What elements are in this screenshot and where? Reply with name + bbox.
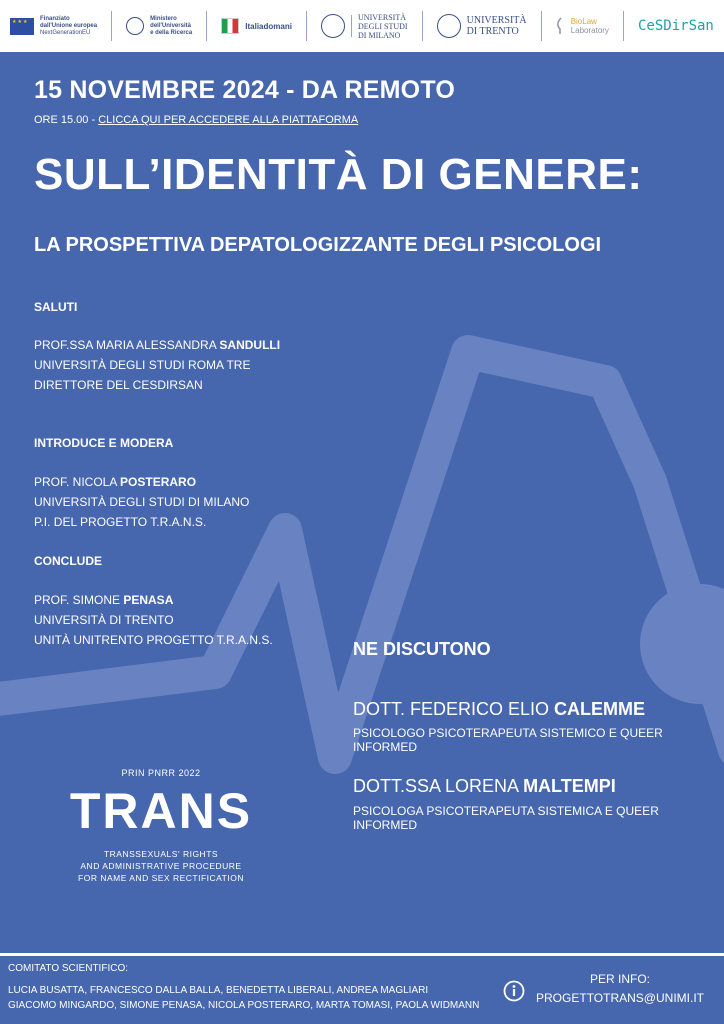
panelist-2-prefix: DOTT.SSA LORENA [353, 776, 524, 796]
conclude-prefix: PROF. SIMONE [34, 593, 124, 607]
saluti-block [34, 335, 280, 395]
panelist-1-name [353, 699, 645, 720]
biolaw-line-2: Laboratory [570, 26, 609, 35]
saluti-heading: SALUTI [34, 300, 78, 314]
logo-cesdirsan [638, 18, 714, 34]
cesdirsan-name: CeSDirSan [638, 18, 714, 34]
committee-line-2: GIACOMO MINGARDO, SIMONE PENASA, NICOLA POSTERARO, MARTA TOMASI, PAOLA WIDMANN [8, 1000, 480, 1011]
eu-line-2: dall'Unione europea [40, 22, 98, 29]
event-title: SULL’IDENTITÀ DI GENERE: [34, 150, 643, 199]
conclude-role: UNITÀ UNITRENTO PROGETTO T.R.A.N.S. [34, 633, 273, 647]
saluti-speaker [34, 335, 280, 355]
italia-flag-icon [221, 18, 239, 34]
event-time [34, 114, 358, 126]
logo-divider [541, 11, 542, 41]
eu-line-3: NextGenerationEU [40, 29, 91, 36]
conclude-block [34, 590, 273, 650]
unitn-seal-icon [437, 14, 461, 38]
biolaw-line-1: BioLaw [570, 17, 597, 26]
platform-link[interactable]: CLICCA QUI PER ACCEDERE ALLA PIATTAFORMA [98, 114, 359, 126]
info-label: PER INFO: [589, 972, 650, 986]
event-date: 15 NOVEMBRE 2024 - DA REMOTO [34, 76, 455, 104]
ministero-line-2: dell'Università [150, 22, 191, 29]
panelist-1-surname: CALEMME [554, 699, 646, 719]
logo-ministero [126, 16, 192, 37]
logo-unimi [321, 13, 408, 40]
eu-line-1: Finanziato [40, 15, 70, 22]
unimi-line-3: DI MILANO [358, 30, 401, 40]
logo-unitn [437, 14, 527, 38]
logo-divider [206, 11, 207, 41]
introduce-prefix: PROF. NICOLA [34, 475, 121, 489]
italiadomani-name: Italiadomani [245, 21, 292, 31]
info-email[interactable]: PROGETTOTRANS@UNIMI.IT [536, 991, 704, 1005]
committee-line-1: LUCIA BUSATTA, FRANCESCO DALLA BALLA, BENEDETTA LIBERALI, ANDREA MAGLIARI [8, 985, 429, 996]
logo-biolaw [556, 17, 609, 35]
unitn-line-2: DI TRENTO [466, 26, 519, 37]
biolaw-icon [556, 17, 565, 35]
trans-logo: TRANS [69, 783, 253, 839]
info-icon [503, 980, 525, 1002]
logo-divider [422, 11, 423, 41]
ministero-line-3: e della Ricerca [150, 29, 193, 36]
ministero-seal-icon [126, 17, 144, 35]
logo-divider [111, 11, 112, 41]
footer [0, 956, 724, 1024]
prin-label: PRIN PNRR 2022 [121, 768, 201, 778]
event-time-text: ORE 15.00 - [34, 114, 99, 126]
conclude-speaker [34, 590, 273, 610]
trans-desc-line-3: FOR NAME AND SEX RECTIFICATION [78, 873, 244, 883]
logo-eu [10, 16, 97, 37]
introduce-role: P.I. DEL PROGETTO T.R.A.N.S. [34, 515, 207, 529]
introduce-block [34, 472, 249, 532]
panelist-1-prefix: DOTT. FEDERICO ELIO [353, 699, 555, 719]
unimi-divider [351, 15, 352, 37]
unimi-line-1: UNIVERSITÀ [358, 12, 407, 22]
logo-band [0, 0, 724, 52]
panelist-2-role: PSICOLOGA PSICOTERAPEUTA SISTEMICA E QUEER INFORMED [353, 804, 659, 832]
panelist-1-role: PSICOLOGO PSICOTERAPEUTA SISTEMICO E QUEER INFORMED [353, 726, 663, 754]
panel-heading: NE DISCUTONO [353, 639, 491, 659]
event-subtitle: LA PROSPETTIVA DEPATOLOGIZZANTE DEGLI PSICOLOGI [34, 234, 602, 256]
unitn-line-1: UNIVERSITÀ [466, 15, 527, 26]
conclude-heading: CONCLUDE [34, 554, 102, 568]
logo-divider [623, 11, 624, 41]
trans-desc-line-2: AND ADMINISTRATIVE PROCEDURE [80, 861, 242, 871]
introduce-surname: POSTERARO [120, 475, 197, 489]
logo-divider [306, 11, 307, 41]
conclude-affiliation: UNIVERSITÀ DI TRENTO [34, 613, 174, 627]
trans-description [0, 848, 322, 884]
panelist-2-surname: MALTEMPI [523, 776, 616, 796]
eu-flag-icon [10, 18, 34, 35]
main-panel [0, 52, 724, 953]
saluti-surname: SANDULLI [219, 338, 281, 352]
introduce-heading: INTRODUCE E MODERA [34, 436, 174, 450]
introduce-speaker [34, 472, 249, 492]
panelist-2-name [353, 776, 616, 797]
saluti-affiliation: UNIVERSITÀ DEGLI STUDI ROMA TRE [34, 358, 251, 372]
committee-heading: COMITATO SCIENTIFICO: [8, 963, 128, 974]
saluti-role: DIRETTORE DEL CESDIRSAN [34, 378, 203, 392]
trans-desc-line-1: TRANSSEXUALS' RIGHTS [103, 849, 219, 859]
logo-italiadomani [221, 18, 292, 34]
saluti-prefix: PROF.SSA MARIA ALESSANDRA [34, 338, 220, 352]
ministero-line-1: Ministero [150, 15, 177, 22]
unimi-line-2: DEGLI STUDI [358, 21, 408, 31]
unimi-seal-icon [321, 14, 345, 38]
conclude-surname: PENASA [123, 593, 174, 607]
introduce-affiliation: UNIVERSITÀ DEGLI STUDI DI MILANO [34, 495, 250, 509]
